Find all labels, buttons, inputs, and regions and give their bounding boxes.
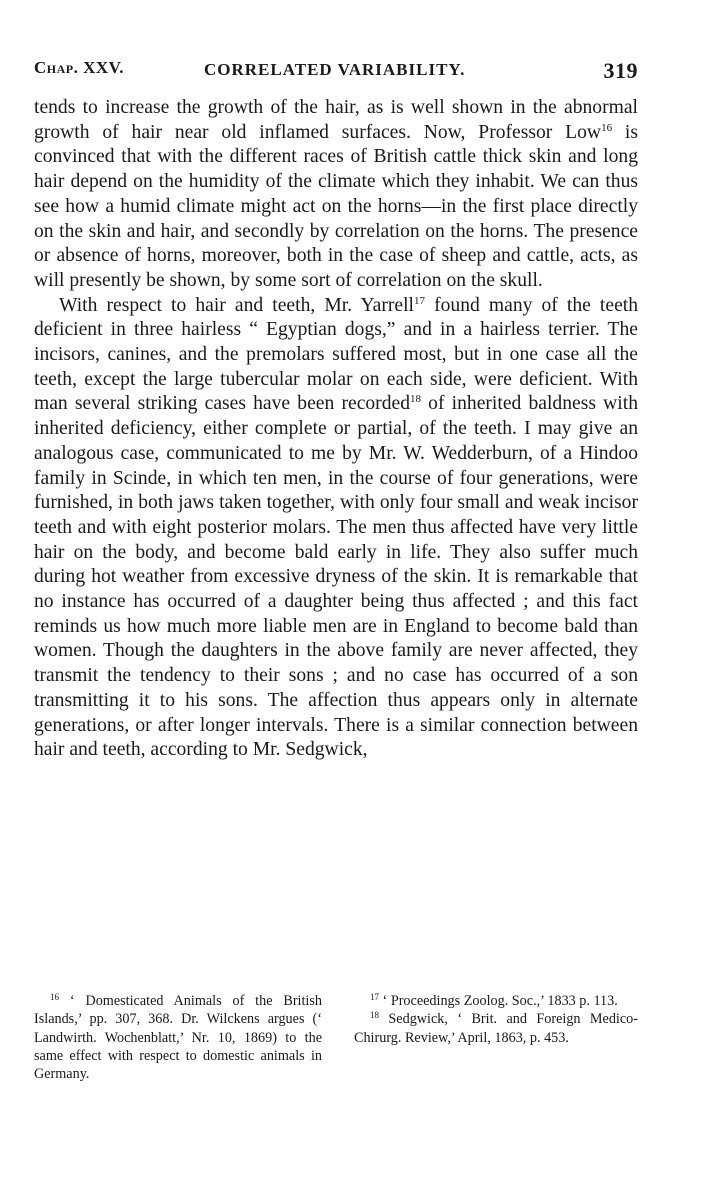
running-title: CORRELATED VARIABILITY. [204,60,466,79]
footnotes-left-column [34,992,322,1083]
footnotes-right-column [354,992,638,1047]
chapter-label: Chap. XXV. [34,58,124,77]
footnote [354,1010,638,1047]
footnote-ref: 17 [414,294,425,307]
paragraph-text: With respect to hair and teeth, Mr. Yarrell [59,294,414,316]
footnote-text: ‘ Proceedings Zoolog. Soc.,’ 1833 p. 113. [379,993,618,1009]
paragraph [34,96,638,294]
paragraph [34,294,638,763]
footnote-text: ‘ Domesticated Animals of the British Islands,’ pp. 307, 368. Dr. Wilckens argues (‘ Landwirth. Wochenblatt,’ Nr. 10, 1869) to the same effect with respect to domestic animals in Germany. [34,993,322,1083]
footnote-ref: 16 [601,121,613,134]
paragraph-text: tends to increase the growth of the hair, as is well shown in the abnormal growth of hair near old inflamed surfaces. Now, Professor Low [34,97,638,143]
footnote [34,992,322,1083]
footnote-text: Sedgwick, ‘ Brit. and Foreign Medico-Chirurg. Review,’ April, 1863, p. 453. [354,1011,638,1046]
footnotes [34,992,638,1162]
footnote-number: 18 [370,1010,379,1021]
body-text [34,96,638,763]
footnote-ref: 18 [410,393,421,406]
page-number: 319 [603,58,638,83]
paragraph-text: found many of the teeth deficient in three hairless “ Egyptian dogs,” and in a hairless terrier. The incisors, canines, and the premolars suffered most, but in one case all the teeth, except the large tubercular molar on each side, were deficient. With man several striking cases have been recorded [34,294,639,415]
running-header [34,58,638,88]
footnote-number: 17 [370,992,379,1002]
paragraph-text: is convinced that with the different races of British cattle thick skin and long hair depend on the humidity of the climate which they inhabit. We can thus see how a humid climate might act on the horns—in the first place directly on the skin and hair, and secondly by correlation on the horns. The presence or absence of horns, moreover, both in the case of sheep and cattle, acts, as will presently be shown, by some sort of correlation on the skull. [34,121,638,291]
paragraph-text: of inherited baldness with inherited deficiency, either complete or partial, of the teeth. I may give an analogous case, communicated to me by Mr. W. Wedderburn, of a Hindoo family in Scinde, in which ten men, in the course of four generations, were furnished, in both jaws taken together, with only four small and weak incisor teeth and with eight posterior molars. The men thus affected have very little hair on the body, and become bald early in life. They also suffer much during hot weather from excessive dryness of the skin. It is remarkable that no instance has occurred of a daughter being thus affected ; and this fact reminds us how much more liable men are in England to become bald than women. Though the daughters in the above family are never affected, they transmit the tendency to their sons ; and no case has occurred of a son transmitting it to his sons. The affection thus appears only in alternate generations, or after longer intervals. There is a similar connection between hair and teeth, according to Mr. Sedgwick, [34,393,638,761]
footnote-number: 16 [50,992,59,1002]
footnote [354,992,638,1010]
